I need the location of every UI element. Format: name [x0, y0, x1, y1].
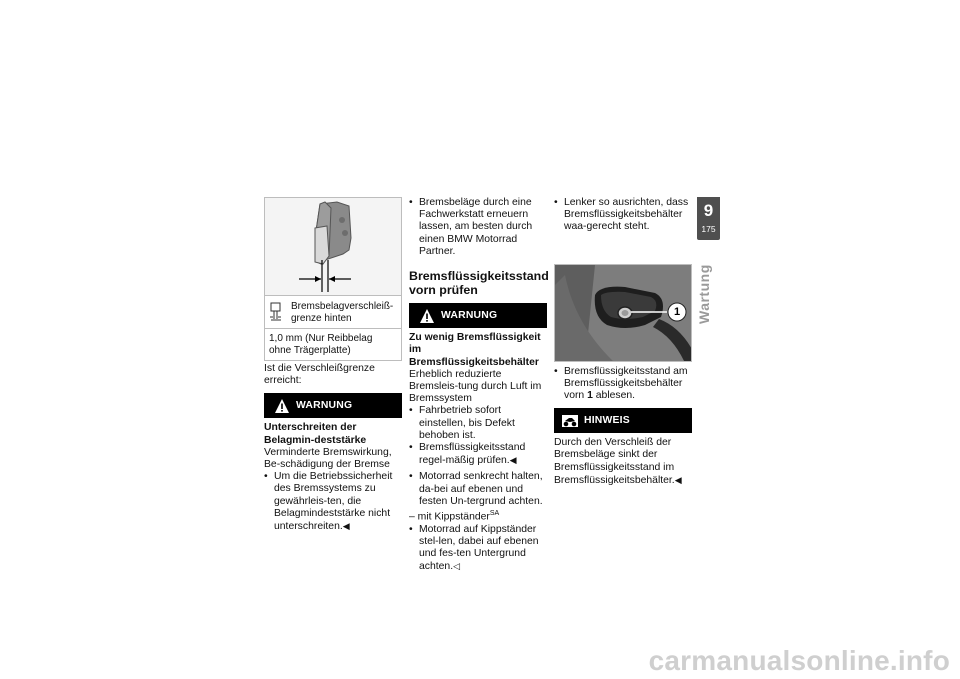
bullet-list [409, 524, 547, 574]
hint-text: Durch den Verschleiß der Bremsbeläge sinkt der Bremsflüssigkeitsstand im Bremsflüssigkeitsbehälter.◀ [554, 437, 682, 486]
column-2 [409, 197, 547, 574]
bullet-list [264, 471, 402, 533]
hint-bar [554, 408, 692, 433]
list-item: • Motorrad auf Kippständer stel-len, dabei auf ebenen und fes-ten Untergrund achten.◁ [409, 524, 547, 574]
chapter-side-label [696, 264, 720, 346]
spec-table [264, 296, 402, 361]
warning-title: Zu wenig Bremsflüssigkeit im Bremsflüssigkeitsbehälter [409, 332, 541, 368]
spec-label: Bremsbelagverschleiß-grenze hinten [291, 301, 394, 324]
warning-label: WARNUNG [296, 399, 353, 411]
brake-reservoir-photo [554, 264, 692, 362]
bullet-list [409, 197, 547, 258]
list-item: • Lenker so ausrichten, dass Bremsflüssigkeitsbehälter waa-gerecht steht. [554, 197, 692, 234]
warning-title: Unterschreiten der Belagmin-deststärke [264, 422, 367, 446]
warning-bar [409, 303, 547, 328]
callout-1: 1 [673, 305, 681, 318]
sa-mark: SA [489, 510, 500, 518]
column-3 [554, 197, 692, 487]
spec-row-label [265, 296, 401, 329]
condition-line: – mit Kippständer$^{SA}$ [409, 510, 500, 523]
intro-text: Ist die Verschleißgrenze erreicht: [264, 363, 375, 387]
section-heading: Bremsflüssigkeitsstand vorn prüfen [409, 269, 549, 297]
bullet-list [409, 405, 547, 508]
chapter-number: 9 [703, 201, 714, 220]
brake-pad-figure [264, 197, 402, 296]
warning-text: Erheblich reduzierte Bremsleis-tung durch Luft im Bremssystem [409, 368, 542, 405]
warning-bar [264, 393, 402, 418]
warning-text: Verminderte Bremswirkung, Be-schädigung der Bremse [264, 446, 392, 471]
list-item: • Bremsbeläge durch eine Fachwerkstatt erneuern lassen, am besten durch einen BMW Motorrad Partner. [409, 197, 547, 258]
end-mark: ◀ [509, 455, 517, 466]
chapter-title: Wartung [696, 264, 712, 324]
bullet-list [554, 197, 692, 234]
list-item: • Fahrbetrieb sofort einstellen, bis Defekt behoben ist. [409, 405, 547, 442]
warning-triangle-icon [274, 398, 290, 414]
end-mark: ◀ [342, 521, 350, 532]
column-1 [264, 197, 402, 533]
wear-limit-icon [269, 301, 287, 323]
spec-value: 1,0 mm (Nur Reibbelag ohne Trägerplatte) [269, 333, 373, 356]
hint-label: HINWEIS [584, 414, 630, 426]
list-item: • Bremsflüssigkeitsstand am Bremsflüssigkeitsbehälter vorn 1 ablesen. [554, 366, 692, 403]
end-mark: ◀ [674, 474, 682, 485]
page-number: 175 [701, 224, 716, 234]
watermark: carmanualsonline.info [648, 645, 950, 676]
list-item: • Um die Betriebssicherheit des Bremssystems zu gewährleis-ten, die Belagmindeststärke nicht unterschreiten.◀ [264, 471, 402, 533]
bullet-list [554, 366, 692, 403]
warning-triangle-icon [419, 308, 435, 324]
warning-label: WARNUNG [441, 309, 498, 321]
list-item: • Motorrad senkrecht halten, da-bei auf ebenen und festen Un-tergrund achten. [409, 471, 547, 508]
brake-pad-illustration [265, 198, 402, 296]
motorcycle-hint-icon [562, 415, 578, 427]
list-item: • Bremsflüssigkeitsstand regel-mäßig prüfen.◀ [409, 442, 547, 467]
end-mark-open: ◁ [453, 561, 461, 572]
